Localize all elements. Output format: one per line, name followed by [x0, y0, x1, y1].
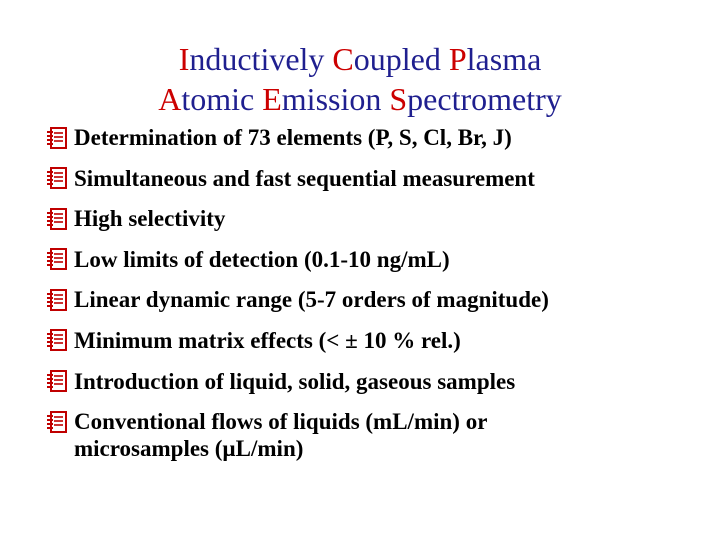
- bullet-list: [44, 124, 704, 476]
- bullet-text: [74, 327, 704, 354]
- title-initial: E: [262, 81, 282, 118]
- bullet-text-line: microsamples (µL/min): [74, 436, 304, 462]
- title-initial: S: [389, 81, 408, 118]
- title-word: Coupled: [332, 41, 449, 78]
- bullet-text-line: High selectivity: [74, 206, 226, 232]
- bullet-item: [44, 124, 704, 151]
- bullet-text-line: Conventional flows of liquids (mL/min) or: [74, 409, 488, 435]
- title-word: Atomic: [158, 81, 263, 118]
- bullet-text-line: Minimum matrix effects (< ± 10 % rel.): [74, 327, 461, 353]
- notebook-icon: [44, 327, 74, 354]
- notebook-icon: [44, 246, 74, 273]
- bullet-text: [74, 408, 704, 462]
- bullet-item: [44, 205, 704, 232]
- bullet-item: [44, 327, 704, 354]
- bullet-item: [44, 286, 704, 313]
- notebook-icon: [44, 368, 74, 395]
- slide-title: [0, 39, 720, 119]
- notebook-icon: [44, 124, 74, 151]
- bullet-item: [44, 408, 704, 462]
- bullet-text: [74, 368, 704, 395]
- bullet-item: [44, 165, 704, 192]
- title-word: Spectrometry: [389, 81, 562, 118]
- title-word: Emission: [262, 81, 390, 118]
- notebook-icon: [44, 286, 74, 313]
- title-word: Plasma: [448, 41, 542, 78]
- notebook-icon: [44, 205, 74, 232]
- bullet-text: [74, 246, 704, 273]
- bullet-text-line: Introduction of liquid, solid, gaseous samples: [74, 368, 516, 394]
- title-line-1: [0, 39, 720, 79]
- title-initial: P: [448, 41, 467, 78]
- title-word: Inductively: [178, 41, 333, 78]
- bullet-item: [44, 246, 704, 273]
- bullet-text: [74, 165, 704, 192]
- notebook-icon: [44, 165, 74, 192]
- bullet-text-line: Determination of 73 elements (P, S, Cl, Br, J): [74, 125, 512, 150]
- notebook-icon: [44, 408, 74, 435]
- title-line-2: [0, 79, 720, 119]
- title-initial: A: [158, 81, 182, 118]
- bullet-text: [74, 205, 704, 232]
- bullet-text: [74, 286, 704, 313]
- title-initial: C: [332, 41, 354, 78]
- bullet-text-line: Linear dynamic range (5-7 orders of magnitude): [74, 287, 549, 313]
- title-initial: I: [178, 41, 190, 78]
- bullet-item: [44, 368, 704, 395]
- bullet-text-line: Simultaneous and fast sequential measurement: [74, 165, 535, 191]
- bullet-text: [74, 124, 704, 151]
- bullet-text-line: Low limits of detection (0.1-10 ng/mL): [74, 246, 450, 272]
